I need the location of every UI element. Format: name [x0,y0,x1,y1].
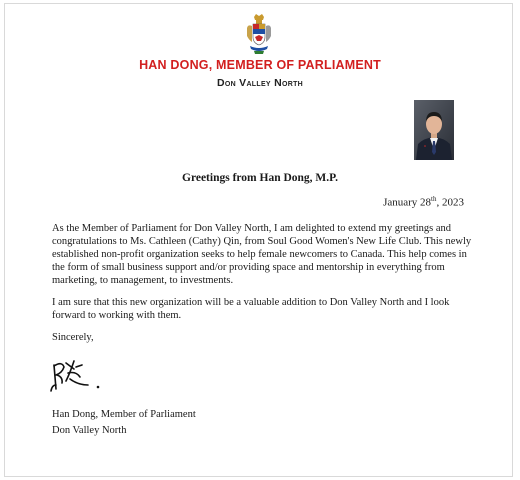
greeting-heading: Greetings from Han Dong, M.P. [182,172,338,184]
body-paragraph-2: I am sure that this new organization will be a valuable addition to Don Valley North and I look forward to working with them. [52,297,450,321]
signature-image [48,355,110,397]
signatory-name: Han Dong, Member of Parliament [52,409,196,420]
coat-of-arms-icon [246,14,272,54]
portrait-photo [414,100,454,160]
signatory-riding: Don Valley North [52,425,127,436]
date-month-day: January 28 [383,196,432,209]
date-year: , 2023 [436,196,464,209]
closing-salutation: Sincerely, [52,332,94,343]
letterhead-riding: Don Valley North [216,77,304,89]
letterhead-name: HAN DONG, MEMBER OF PARLIAMENT [139,58,381,72]
body-paragraph-1: As the Member of Parliament for Don Valley North, I am delighted to extend my greetings and congratulations to Ms. Cathleen (Cathy) Qin, from Soul Good Women's New Life Club. This newly established non-profit organization seeks to help female newcomers to Canada. This help comes in the form of small business support and/or providing space and mentorship in everything from marketing, to management, to investments. [52,223,472,286]
date-ordinal: th [431,195,437,203]
letter-date [383,195,464,209]
